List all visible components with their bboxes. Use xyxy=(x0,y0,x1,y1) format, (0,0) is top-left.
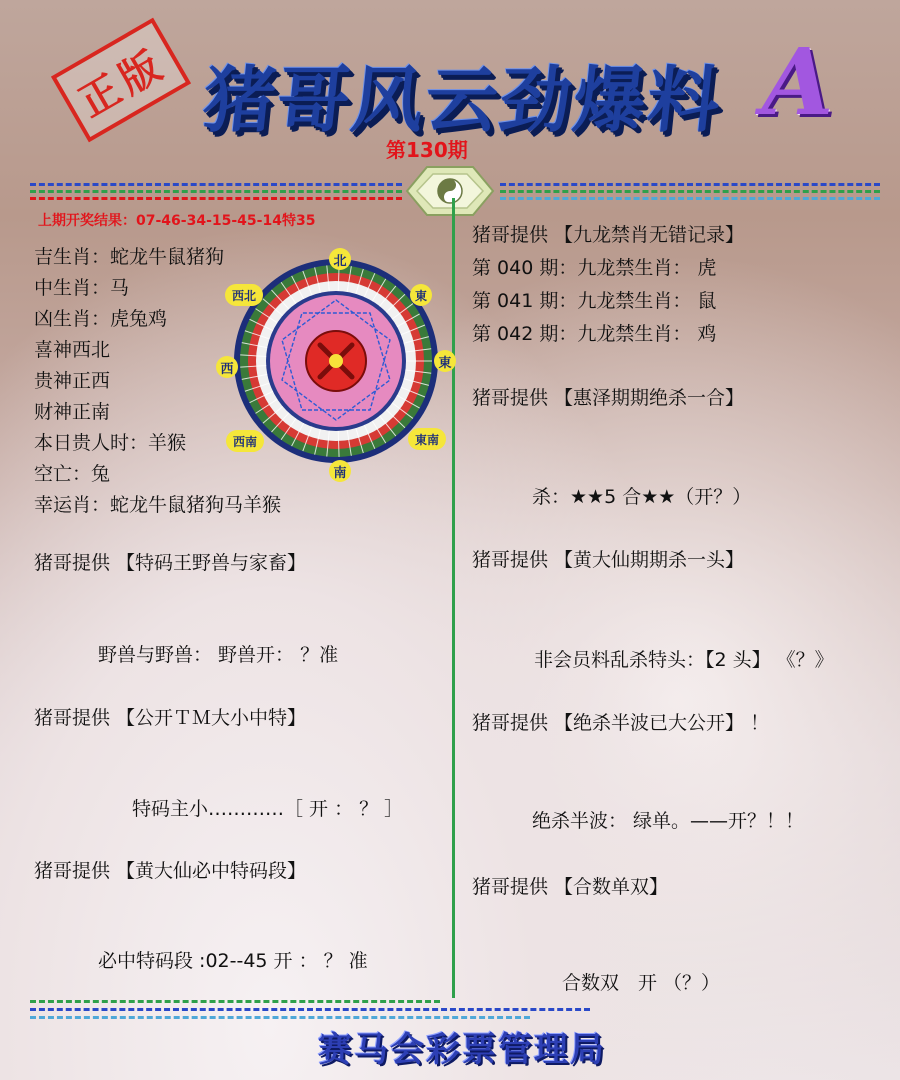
column-divider xyxy=(452,198,455,998)
lucky-zodiac-row: 吉生肖：蛇龙牛鼠猪狗 xyxy=(34,246,225,268)
unlucky-zodiac-row: 凶生肖：虎兔鸡 xyxy=(34,308,168,330)
edition-letter: A xyxy=(762,28,834,136)
top-right-decor-line-2 xyxy=(500,190,880,193)
top-right-decor-line-3 xyxy=(500,197,880,200)
wealth-god-row: 财神正南 xyxy=(34,401,111,423)
wheel-label-west: 西 xyxy=(216,356,238,378)
noble-hour-row: 本日贵人时：羊猴 xyxy=(34,432,187,454)
right-block-head-kill-head: 猪哥提供 【黄大仙期期杀一头】 xyxy=(472,549,745,571)
bottom-decor-line-3 xyxy=(30,1016,530,1019)
joy-god-row: 喜神西北 xyxy=(34,339,111,361)
right-block-banbo-body: 绝杀半波： 绿单。——开？！！ xyxy=(532,810,805,832)
fortune-zodiac-row: 幸运肖：蛇龙牛鼠猪狗马羊猴 xyxy=(34,494,282,516)
wheel-label-east: 東 xyxy=(434,350,456,372)
bagua-emblem-icon xyxy=(405,165,495,217)
bottom-decor-line-1 xyxy=(30,1000,440,1003)
left-block-segment-head: 猪哥提供 【黄大仙必中特码段】 xyxy=(34,860,307,882)
jiulong-record-row: 第 042 期：九龙禁生肖： 鸡 xyxy=(472,323,717,345)
right-block-head-kill-body: 非会员料乱杀特头：【2 头】 《？》 xyxy=(534,649,834,671)
page-title: 猪哥风云劲爆料 xyxy=(199,57,727,142)
wheel-label-northeast: 東 xyxy=(410,284,432,306)
right-block-heshu-body: 合数双 开 （？） xyxy=(562,972,721,994)
wheel-label-northwest: 西北 xyxy=(225,284,263,306)
issue-number: 第130期 xyxy=(386,138,468,162)
jiulong-record-row: 第 041 期：九龙禁生肖： 鼠 xyxy=(472,290,717,312)
bottom-decor-line-2 xyxy=(30,1008,590,1011)
void-row: 空亡：兔 xyxy=(34,463,111,485)
top-right-decor-line-1 xyxy=(500,183,880,186)
last-draw-result: 上期开奖结果：07-46-34-15-45-14特35 xyxy=(38,213,316,229)
left-block-beast-body: 野兽与野兽： 野兽开： ？准 xyxy=(98,644,339,666)
top-left-decor-line-3 xyxy=(30,197,402,200)
left-block-segment-body: 必中特码段 :02--45 开 ： ？ 准 xyxy=(98,950,368,972)
left-block-size-head: 猪哥提供 【公开ＴＭ大小中特】 xyxy=(34,707,307,729)
neutral-zodiac-row: 中生肖：马 xyxy=(34,277,130,299)
jiulong-record-row: 第 040 期：九龙禁生肖： 虎 xyxy=(472,257,717,279)
authentic-stamp: 正版 xyxy=(51,18,191,143)
right-block-heshu-head: 猪哥提供 【合数单双】 xyxy=(472,876,669,898)
wheel-label-southeast: 東南 xyxy=(408,428,446,450)
noble-god-row: 贵神正西 xyxy=(34,370,111,392)
wheel-label-southwest: 西南 xyxy=(226,430,264,452)
footer-issuer: 赛马会彩票管理局 xyxy=(318,1030,606,1070)
left-block-beast-head: 猪哥提供 【特码王野兽与家畜】 xyxy=(34,552,307,574)
top-left-decor-line-1 xyxy=(30,183,402,186)
wheel-label-north: 北 xyxy=(329,248,351,270)
right-block-jiulong-head: 猪哥提供 【九龙禁肖无错记录】 xyxy=(472,224,745,246)
left-block-size-body: 特码主小…………［ 开 ： ？ ］ xyxy=(132,798,404,820)
top-left-decor-line-2 xyxy=(30,190,402,193)
right-block-banbo-head: 猪哥提供 【绝杀半波已大公开】 ！ xyxy=(472,712,770,734)
right-block-huize-head: 猪哥提供 【惠泽期期绝杀一合】 xyxy=(472,387,745,409)
wheel-label-south: 南 xyxy=(329,460,351,482)
right-block-huize-body: 杀：★★5 合★★（开？） xyxy=(532,486,752,508)
